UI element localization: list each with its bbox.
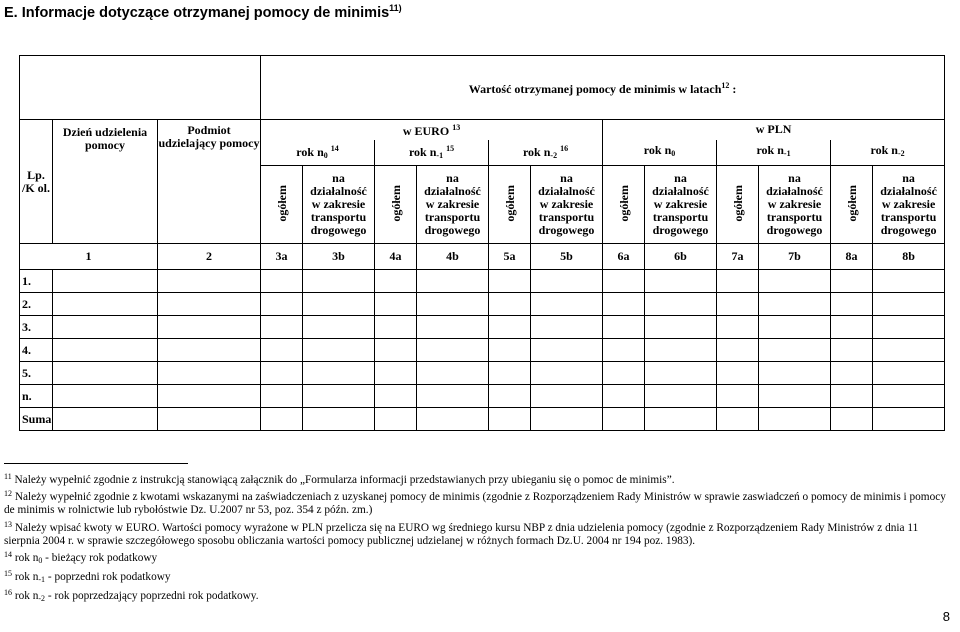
table-cell[interactable] xyxy=(603,270,645,293)
column-number-1: 1 xyxy=(20,244,158,270)
table-cell[interactable] xyxy=(645,408,717,431)
table-cell[interactable] xyxy=(873,362,945,385)
table-cell[interactable] xyxy=(303,408,375,431)
table-cell[interactable] xyxy=(375,385,417,408)
footnote-14: $^{14}$ rok $n_0$ - bieżący rok podatkowy xyxy=(4,550,158,566)
footnotes xyxy=(4,470,954,606)
table-cell[interactable] xyxy=(759,316,831,339)
table-cell[interactable] xyxy=(759,270,831,293)
table-cell[interactable] xyxy=(831,385,873,408)
table-cell[interactable] xyxy=(831,270,873,293)
table-cell[interactable] xyxy=(531,293,603,316)
col-transport-0: na działalność w zakresie transportu drogowego xyxy=(303,166,375,244)
table-cell[interactable] xyxy=(717,408,759,431)
table-row xyxy=(20,293,945,316)
table-cell[interactable] xyxy=(831,293,873,316)
table-cell[interactable] xyxy=(158,385,261,408)
table-cell[interactable] xyxy=(717,270,759,293)
col-transport-1: na działalność w zakresie transportu drogowego xyxy=(417,166,489,244)
table-cell[interactable] xyxy=(303,385,375,408)
table-cell[interactable] xyxy=(717,385,759,408)
year-header-eur-1: rok $n_{-1}$ $^{15}$ xyxy=(375,140,489,166)
table-cell[interactable] xyxy=(303,362,375,385)
table-cell[interactable] xyxy=(261,316,303,339)
table-cell[interactable] xyxy=(645,293,717,316)
table-cell[interactable] xyxy=(831,316,873,339)
table-cell[interactable] xyxy=(375,339,417,362)
table-cell[interactable] xyxy=(53,316,158,339)
table-cell[interactable] xyxy=(531,339,603,362)
table-cell[interactable] xyxy=(417,362,489,385)
table-cell[interactable] xyxy=(417,270,489,293)
table-cell[interactable] xyxy=(158,408,261,431)
table-cell[interactable] xyxy=(417,385,489,408)
year-header-pln-0: rok $n_0$ xyxy=(603,140,717,166)
table-cell[interactable] xyxy=(375,408,417,431)
table-cell[interactable] xyxy=(717,339,759,362)
table-cell[interactable] xyxy=(158,316,261,339)
table-cell[interactable] xyxy=(603,339,645,362)
column-number-5b: 5b xyxy=(531,244,603,270)
table-cell[interactable] xyxy=(53,293,158,316)
column-number-4b: 4b xyxy=(417,244,489,270)
footnote-separator xyxy=(4,463,188,464)
row-label: 2. xyxy=(20,293,53,316)
table-cell[interactable] xyxy=(158,293,261,316)
table-cell[interactable] xyxy=(489,270,531,293)
footnote-16: $^{16}$ rok $n_{-2}$ - rok poprzedzający poprzedni rok podatkowy. xyxy=(4,588,259,604)
eur-header: w EURO $^{13}$ xyxy=(261,120,603,140)
table-cell[interactable] xyxy=(303,270,375,293)
table-cell[interactable] xyxy=(759,339,831,362)
table-cell[interactable] xyxy=(158,339,261,362)
pln-header: w PLN xyxy=(603,120,945,140)
section-title: E. Informacje dotyczące otrzymanej pomocy de minimis$^{11)}$ xyxy=(4,3,402,21)
col-total-1: ogółem xyxy=(375,166,417,244)
row-label: n. xyxy=(20,385,53,408)
row-label: Suma xyxy=(20,408,53,431)
table-cell[interactable] xyxy=(489,362,531,385)
table-cell[interactable] xyxy=(759,408,831,431)
col-lp: Lp. /K ol. xyxy=(20,120,53,244)
table-cell[interactable] xyxy=(489,408,531,431)
col-transport-5: na działalność w zakresie transportu drogowego xyxy=(873,166,945,244)
table-row xyxy=(20,270,945,293)
table-row xyxy=(20,339,945,362)
column-number-6a: 6a xyxy=(603,244,645,270)
table-cell[interactable] xyxy=(489,385,531,408)
table-cell[interactable] xyxy=(645,339,717,362)
col-date: Dzień udzielenia pomocy xyxy=(53,120,158,244)
year-header-pln-2: rok $n_{-2}$ xyxy=(831,140,945,166)
table-row xyxy=(20,316,945,339)
column-number-2: 2 xyxy=(158,244,261,270)
footnote-15: $^{15}$ rok $n_{-1}$ - poprzedni rok podatkowy xyxy=(4,569,171,585)
col-transport-3: na działalność w zakresie transportu drogowego xyxy=(645,166,717,244)
col-transport-2: na działalność w zakresie transportu drogowego xyxy=(531,166,603,244)
year-header-pln-1: rok $n_{-1}$ xyxy=(717,140,831,166)
row-label: 5. xyxy=(20,362,53,385)
table-cell[interactable] xyxy=(53,339,158,362)
table-cell[interactable] xyxy=(645,270,717,293)
table-cell[interactable] xyxy=(717,316,759,339)
table-cell[interactable] xyxy=(375,362,417,385)
table-cell[interactable] xyxy=(831,408,873,431)
col-entity: Podmiot udzielający pomocy xyxy=(158,120,261,244)
table-cell[interactable] xyxy=(158,362,261,385)
table-cell[interactable] xyxy=(759,293,831,316)
col-total-3: ogółem xyxy=(603,166,645,244)
row-label: 4. xyxy=(20,339,53,362)
table-cell[interactable] xyxy=(375,316,417,339)
table-cell[interactable] xyxy=(717,293,759,316)
table-cell[interactable] xyxy=(603,408,645,431)
table-cell[interactable] xyxy=(417,316,489,339)
table-cell[interactable] xyxy=(873,408,945,431)
row-label: 3. xyxy=(20,316,53,339)
col-total-0: ogółem xyxy=(261,166,303,244)
table-cell[interactable] xyxy=(531,362,603,385)
table-cell[interactable] xyxy=(417,339,489,362)
table-cell[interactable] xyxy=(531,316,603,339)
table-cell[interactable] xyxy=(375,293,417,316)
table-cell[interactable] xyxy=(873,270,945,293)
table-cell[interactable] xyxy=(158,270,261,293)
table-cell[interactable] xyxy=(645,362,717,385)
table-cell[interactable] xyxy=(759,385,831,408)
column-number-3a: 3a xyxy=(261,244,303,270)
table-cell[interactable] xyxy=(417,408,489,431)
table-cell[interactable] xyxy=(303,316,375,339)
blank-header-cell xyxy=(20,56,261,120)
table-cell[interactable] xyxy=(717,362,759,385)
footnote-12: $^{12}$ Należy wypełnić zgodnie z kwotami wskazanymi na zaświadczeniach z uzyskanej pomocy de minimis (zgodnie z Rozporządzeniem Rady Ministrów w sprawie zaswiadczeń o pomocy de minimis i pomocy de minimis w rolnictwie lub rybołóstwie Dz. U.2007 nr 53, poz. 354 z późn. zm.) xyxy=(4,489,946,517)
column-number-4a: 4a xyxy=(375,244,417,270)
table-cell[interactable] xyxy=(873,316,945,339)
year-header-eur-0: rok $n_0$ $^{14}$ xyxy=(261,140,375,166)
column-number-5a: 5a xyxy=(489,244,531,270)
table-cell[interactable] xyxy=(831,339,873,362)
year-header-eur-2: rok $n_{-2}$ $^{16}$ xyxy=(489,140,603,166)
col-transport-4: na działalność w zakresie transportu drogowego xyxy=(759,166,831,244)
page-number: 8 xyxy=(942,609,950,624)
table-cell[interactable] xyxy=(603,385,645,408)
table-row xyxy=(20,385,945,408)
table-cell[interactable] xyxy=(53,362,158,385)
table-cell[interactable] xyxy=(645,385,717,408)
column-number-7a: 7a xyxy=(717,244,759,270)
footnote-13: $^{13}$ Należy wpisać kwoty w EURO. Wartości pomocy wyrażone w PLN przelicza się na EURO wg średniego kursu NBP z dnia udzielenia pomocy (zgodnie z Rozporządzeniem Rady Ministrów z dnia 11 sierpnia 2004 r. w sprawie szczegółowego sposobu obliczania wartości pomocy publicznej udzielanej w różnych formach Dz.U. 2004 nr 194 poz. 1983). xyxy=(4,519,919,547)
table-cell[interactable] xyxy=(645,316,717,339)
table-cell[interactable] xyxy=(303,293,375,316)
table-cell[interactable] xyxy=(531,408,603,431)
column-number-6b: 6b xyxy=(645,244,717,270)
table-cell[interactable] xyxy=(261,293,303,316)
table-cell[interactable] xyxy=(489,339,531,362)
table-cell[interactable] xyxy=(417,293,489,316)
footnote-11: $^{11}$ Należy wypełnić zgodnie z instrukcją stanowiącą załącznik do „Formularza informacji przedstawianych przy ubieganiu się o pomoc de minimis”. xyxy=(4,472,675,486)
table-cell[interactable] xyxy=(489,293,531,316)
column-number-7b: 7b xyxy=(759,244,831,270)
table-cell[interactable] xyxy=(603,362,645,385)
table-cell[interactable] xyxy=(489,316,531,339)
table-row xyxy=(20,362,945,385)
table-cell[interactable] xyxy=(873,293,945,316)
table-cell[interactable] xyxy=(261,339,303,362)
table-cell[interactable] xyxy=(603,316,645,339)
value-header: Wartość otrzymanej pomocy de minimis w latach$^{12}$ : xyxy=(261,56,945,120)
col-total-4: ogółem xyxy=(717,166,759,244)
table-cell[interactable] xyxy=(531,270,603,293)
table-cell[interactable] xyxy=(53,270,158,293)
table-cell[interactable] xyxy=(759,362,831,385)
table-cell[interactable] xyxy=(261,270,303,293)
table-cell[interactable] xyxy=(53,408,158,431)
table-cell[interactable] xyxy=(53,385,158,408)
table-cell[interactable] xyxy=(303,339,375,362)
table-cell[interactable] xyxy=(831,362,873,385)
table-cell[interactable] xyxy=(261,408,303,431)
row-label: 1. xyxy=(20,270,53,293)
table-row xyxy=(20,408,945,431)
column-number-3b: 3b xyxy=(303,244,375,270)
table-cell[interactable] xyxy=(261,362,303,385)
table-cell[interactable] xyxy=(261,385,303,408)
table-cell[interactable] xyxy=(375,270,417,293)
col-total-2: ogółem xyxy=(489,166,531,244)
column-number-8a: 8a xyxy=(831,244,873,270)
de-minimis-table xyxy=(19,55,945,431)
table-cell[interactable] xyxy=(873,339,945,362)
column-number-8b: 8b xyxy=(873,244,945,270)
table-cell[interactable] xyxy=(603,293,645,316)
col-total-5: ogółem xyxy=(831,166,873,244)
table-cell[interactable] xyxy=(873,385,945,408)
table-cell[interactable] xyxy=(531,385,603,408)
